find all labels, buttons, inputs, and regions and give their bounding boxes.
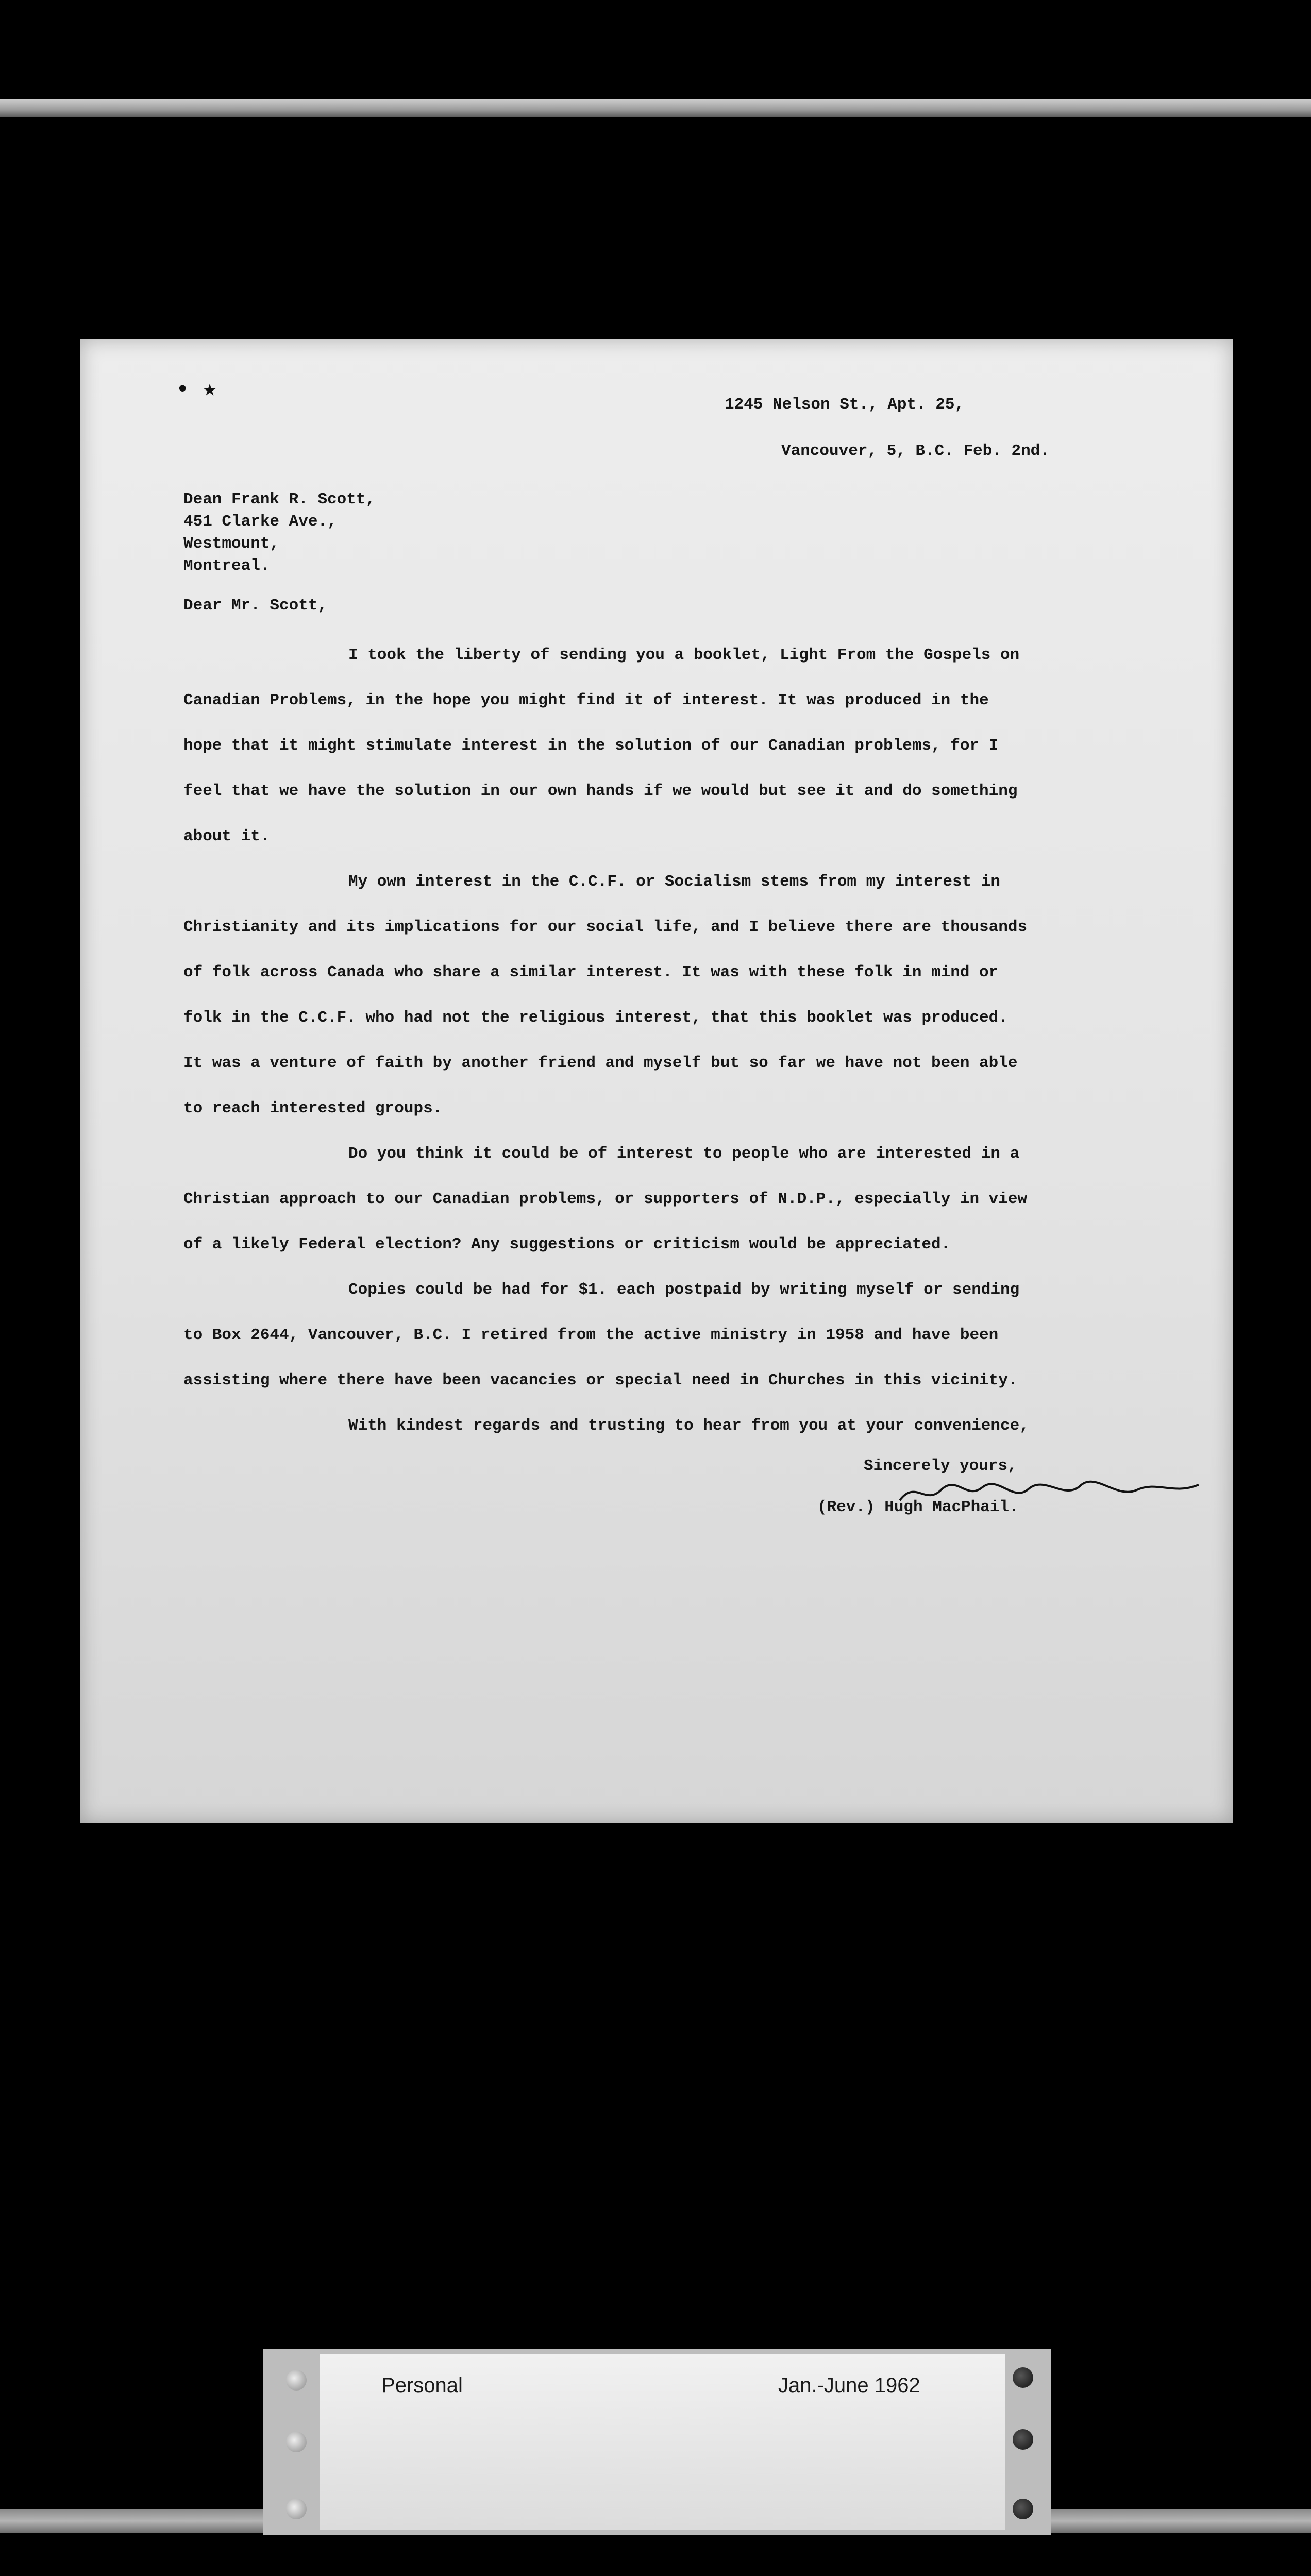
recipient-line: Westmount, — [183, 535, 280, 553]
punch-hole-icon — [1013, 2499, 1033, 2519]
letter-page — [80, 339, 1233, 1823]
recipient-block — [183, 488, 375, 577]
body-line: It was a venture of faith by another friend and myself but so far we have not been able — [183, 1054, 1018, 1072]
body-line: folk in the C.C.F. who had not the religious interest, that this booklet was produced. — [183, 1009, 1008, 1027]
folder-label-category: Personal — [381, 2374, 463, 2397]
recipient-line: Montreal. — [183, 557, 270, 575]
body-line: I took the liberty of sending you a booklet, Light From the Gospels on — [348, 646, 1020, 664]
body-line: about it. — [183, 827, 270, 845]
body-line: assisting where there have been vacancies or special need in Churches in this vicinity. — [183, 1371, 1018, 1389]
body-line: Christianity and its implications for our social life, and I believe there are thousands — [183, 918, 1028, 936]
punch-hole-icon — [1013, 2429, 1033, 2450]
body-line: Do you think it could be of interest to people who are interested in a — [348, 1145, 1020, 1163]
punch-hole-icon — [286, 2432, 307, 2452]
star-mark-icon: • ★ — [176, 377, 217, 403]
closing: Sincerely yours, — [864, 1457, 1017, 1475]
folder-label-date-range: Jan.-June 1962 — [778, 2374, 920, 2397]
body-line: My own interest in the C.C.F. or Socialism stems from my interest in — [348, 873, 1001, 891]
punch-hole-icon — [1013, 2367, 1033, 2388]
body-line: Copies could be had for $1. each postpaid by writing myself or sending — [348, 1281, 1020, 1299]
folder-label — [320, 2354, 1005, 2530]
signer-name: (Rev.) Hugh MacPhail. — [817, 1498, 1019, 1516]
recipient-line: 451 Clarke Ave., — [183, 513, 337, 531]
sender-city-date: Vancouver, 5, B.C. Feb. 2nd. — [781, 442, 1050, 460]
body-line: Canadian Problems, in the hope you might find it of interest. It was produced in the — [183, 691, 989, 709]
recipient-line: Dean Frank R. Scott, — [183, 490, 376, 509]
body-line: to Box 2644, Vancouver, B.C. I retired from the active ministry in 1958 and have been — [183, 1326, 999, 1344]
film-edge-top — [0, 99, 1311, 117]
punch-hole-icon — [286, 2370, 307, 2391]
body-line: of folk across Canada who share a similar interest. It was with these folk in mind or — [183, 963, 999, 981]
salutation: Dear Mr. Scott, — [183, 597, 328, 615]
body-line: feel that we have the solution in our own hands if we would but see it and do something — [183, 782, 1018, 800]
body-line: hope that it might stimulate interest in the solution of our Canadian problems, for I — [183, 737, 999, 755]
body-line: With kindest regards and trusting to hear from you at your convenience, — [348, 1417, 1029, 1435]
letter-body — [183, 633, 1204, 1449]
body-line: of a likely Federal election? Any suggestions or criticism would be appreciated. — [183, 1235, 951, 1253]
body-line: Christian approach to our Canadian problems, or supporters of N.D.P., especially in view — [183, 1190, 1028, 1208]
punch-hole-icon — [286, 2499, 307, 2519]
body-line: to reach interested groups. — [183, 1099, 443, 1117]
sender-street: 1245 Nelson St., Apt. 25, — [725, 396, 965, 414]
